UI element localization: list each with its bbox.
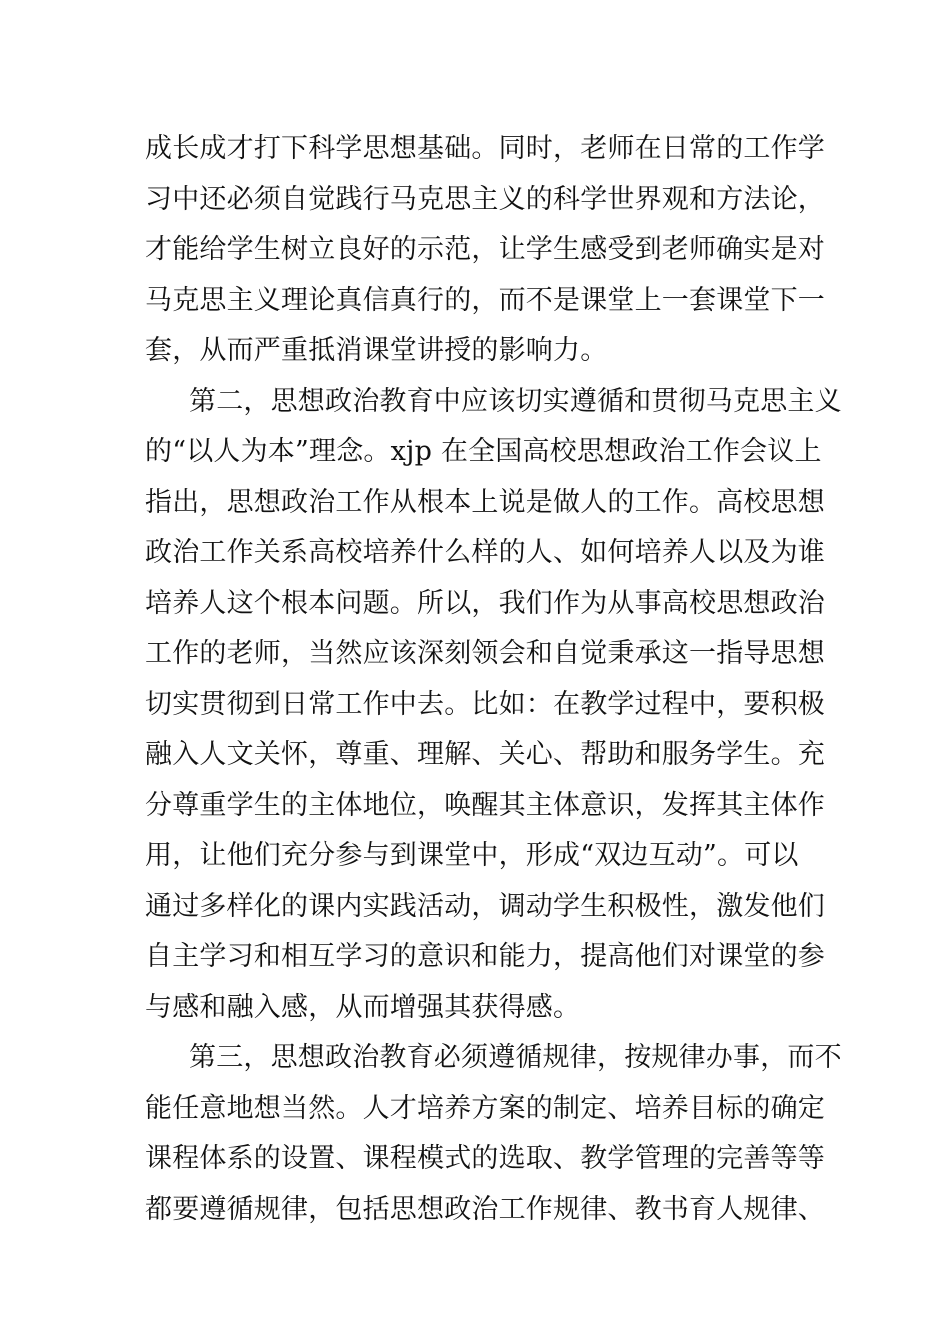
text-line: 的“以人为本”理念。xjp 在全国高校思想政治工作会议上 [145,436,822,467]
text-line: 第三，思想政治教育必须遵循规律，按规律办事，而不 [189,1042,842,1073]
paragraph-3 [145,1033,842,1235]
text-line: 习中还必须自觉践行马克思主义的科学世界观和方法论， [145,183,825,215]
text-line: 培养人这个根本问题。所以，我们作为从事高校思想政治 [145,587,825,619]
text-line: 成长成才打下科学思想基础。同时，老师在日常的工作学 [145,133,825,164]
text-line: 才能给学生树立良好的示范，让学生感受到老师确实是对 [145,234,825,265]
text-line: 分尊重学生的主体地位，唤醒其主体意识，发挥其主体作 [145,789,825,821]
text-line: 通过多样化的课内实践活动，调动学生积极性，激发他们 [145,890,825,922]
text-line: 自主学习和相互学习的意识和能力，提高他们对课堂的参 [145,941,825,972]
text-line: 政治工作关系高校培养什么样的人、如何培养人以及为谁 [145,537,825,568]
text-line: 能任意地想当然。人才培养方案的制定、培养目标的确定 [145,1092,825,1124]
text-line: 课程体系的设置、课程模式的选取、教学管理的完善等等 [145,1143,825,1174]
text-line: 与感和融入感，从而增强其获得感。 [145,991,581,1023]
text-line: 指出，思想政治工作从根本上说是做人的工作。高校思想 [145,486,825,518]
text-line: 融入人文关怀，尊重、理解、关心、帮助和服务学生。充 [145,739,825,770]
text-line: 第二，思想政治教育中应该切实遵循和贯彻马克思主义 [189,385,842,417]
text-line: 切实贯彻到日常工作中去。比如：在教学过程中，要积极 [145,688,825,720]
text-line: 马克思主义理论真信真行的，而不是课堂上一套课堂下一 [145,284,825,316]
paragraph-1 [145,124,825,377]
body-text [145,124,842,1235]
text-line: 套，从而严重抵消课堂讲授的影响力。 [145,335,608,366]
paragraph-2 [145,377,842,1034]
text-line: 都要遵循规律，包括思想政治工作规律、教书育人规律、 [145,1193,825,1225]
text-line: 工作的老师，当然应该深刻领会和自觉秉承这一指导思想 [145,638,825,669]
text-line: 用，让他们充分参与到课堂中，形成“双边互动”。可以 [145,840,799,871]
